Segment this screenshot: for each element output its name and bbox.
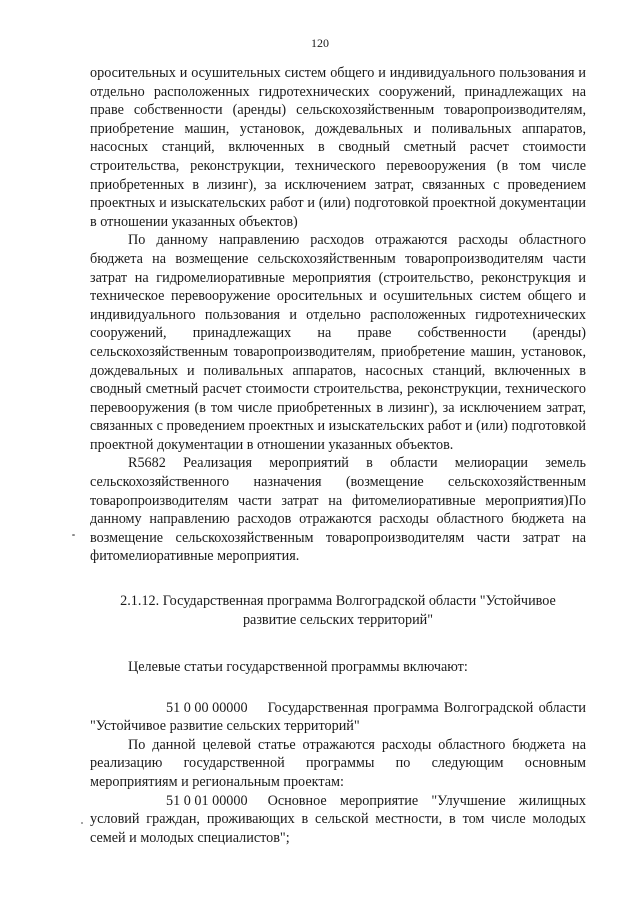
paragraph-continuation: оросительных и осушительных систем общего и индивидуального пользования и отдельно расположенных гидротехнических сооружений, принадлежащих на праве собственности (аренды) сельскохозяйственным товаропроизводителям, приобретение машин, установок, дождевальных и поливальных аппаратов, насосных станций, включенных в сводный сметный расчет стоимости строительства, реконструкции, технического перевооружения (в том числе приобретенных в лизинг), за исключением затрат, связанных с проведением проектных и изыскательских работ и (или) подготовкой проектной документации в отношении указанных объектов): [90, 65, 586, 230]
scan-speck: [81, 822, 83, 824]
main-activity-code: 51 0 01 00000: [166, 792, 248, 809]
paragraph-r5682: R5682 Реализация мероприятий в области мелиорации земель сельскохозяйственного назначения (возмещение сельскохозяйственным товаропроизводителям части затрат на фитомелиоративные мероприятия)По данному направлению расходов отражаются расходы областного бюджета на возмещение сельскохозяйственным товаропроизводителям части затрат на фитомелиоративные мероприятия.: [90, 455, 586, 565]
main-activity-item: [90, 792, 586, 848]
paragraph-hydro-reclamation: По данному направлению расходов отражаются расходы областного бюджета на возмещение сельскохозяйственным товаропроизводителям части затрат на гидромелиоративные мероприятия (строительство, реконструкция и техническое перевооружение оросительных и осушительных систем общего и индивидуального пользования и отдельно расположенных гидротехнических сооружений, принадлежащих на праве собственности (аренды) сельскохозяйственным товаропроизводителям, приобретение машин, установок, дождевальных и поливальных аппаратов, насосных станций, включенных в сводный сметный расчет стоимости строительства, реконструкции, технического перевооружения (в том числе приобретенных в лизинг), за исключением затрат, связанных с проведением проектных и изыскательских работ и (или) подготовкой проектной документации в отношении указанных объектов.: [90, 232, 586, 453]
section-heading: [90, 592, 586, 630]
program-code: 51 0 00 00000: [166, 699, 248, 716]
section-heading-line-1: 2.1.12. Государственная программа Волгоградской области "Устойчивое: [120, 593, 556, 610]
program-title: Государственная программа Волгоградской области "Устойчивое развитие сельских территорий": [90, 699, 586, 735]
main-activity-title: Основное мероприятие "Улучшение жилищных условий граждан, проживающих в сельской местности, в том числе молодых семей и молодых специалистов";: [90, 792, 586, 846]
scan-speck: [72, 534, 75, 536]
target-articles-intro: Целевые статьи государственной программы включают:: [128, 659, 468, 676]
program-item: [90, 699, 586, 736]
paragraph-program-expenses: По данной целевой статье отражаются расходы областного бюджета на реализацию государственной программы по следующим основным мероприятиям и региональным проектам:: [90, 736, 586, 790]
document-body: [90, 64, 586, 847]
section-heading-line-2: развитие сельских территорий": [242, 612, 434, 629]
page-number: 120: [311, 36, 329, 50]
